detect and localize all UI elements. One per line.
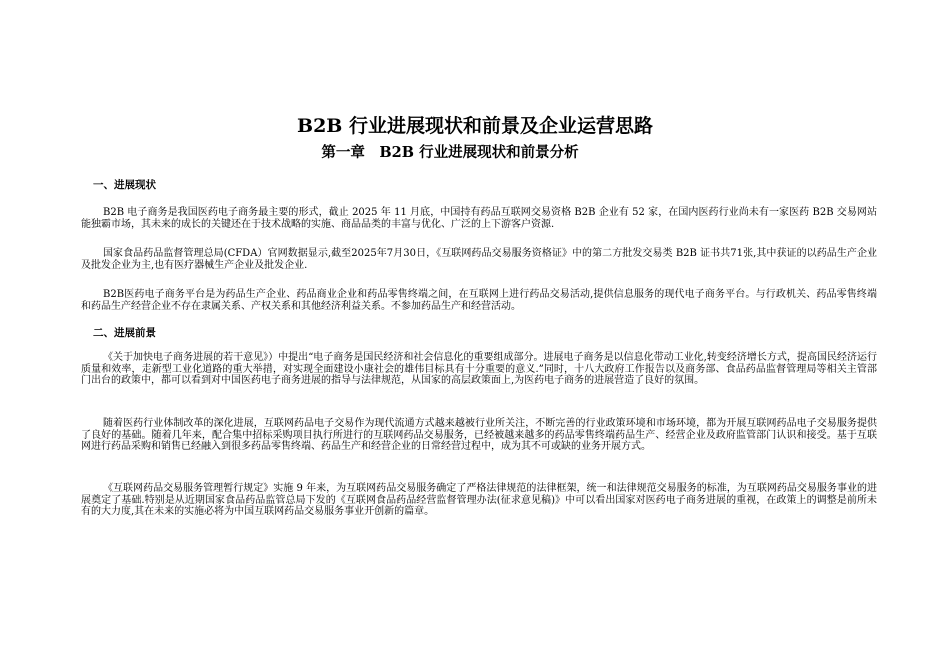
paragraph: 《关于加快电子商务进展的若干意见》）中提出“电子商务是国民经济和社会信息化的重要组成部分。进展电子商务是以信息化带动工业化,转变经济增长方式，提高国民经济运行质量和效率，走新型工业化道路的重大举措，对实现全面建设小康社会的雄伟目标具有十分重要的意义.”同时，十八大政府工作报告以及商务部、食品药品监督管理局等相关主管部门出台的政策中，都可以看到对中国医药电子商务进展的指导与法律规范，从国家的高层政策面上,为医药电子商务的进展营造了良好的氛围。 <box>81 352 877 387</box>
document-title: B2B 行业进展现状和前景及企业运营思路 <box>297 115 653 137</box>
paragraph: 国家食品药品监督管理总局(CFDA）官网数据显示,截至2025年7月30日，《互联网药品交易服务资格证》中的第二方批发交易类 B2B 证书共71张,其中获证的以药品生产企业及批发企业为主,也有医疗器械生产企业及批发企业. <box>81 248 877 271</box>
paragraph: 《互联网药品交易服务管理暂行规定》实施 9 年来，为互联网药品交易服务确定了严格法律规范的法律框架，统一和法律规范交易服务的标准，为互联网药品交易服务事业的进展奠定了基础.特别是从近期国家食品药品监管总局下发的《互联网食品药品经营监督管理办法(征求意见稿)》中可以看出国家对医药电子商务进展的重视，在政策上的调整是前所未有的大力度,其在未来的实施必将为中国互联网药品交易服务事业开创新的篇章。 <box>81 483 877 518</box>
chapter-title: 第一章 B2B 行业进展现状和前景分析 <box>321 144 579 161</box>
section-heading-prospects: 二、进展前景 <box>93 327 156 339</box>
paragraph: B2B 电子商务是我国医药电子商务最主要的形式，截止 2025 年 11 月底，中国持有药品互联网交易资格 B2B 企业有 52 家，在国内医药行业尚未有一家医药 B2B 交易网站能独霸市场，其未来的成长的关键还在于技术战略的实施、商品品类的丰富与优化、广泛的上下游客户资源. <box>81 207 877 230</box>
section-heading-status: 一、进展现状 <box>93 179 156 191</box>
paragraph: B2B医药电子商务平台是为药品生产企业、药品商业企业和药品零售终端之间，在互联网上进行药品交易活动,提供信息服务的现代电子商务平台。与行政机关、药品零售终端和药品生产经营企业不存在隶属关系、产权关系和其他经济利益关系。不参加药品生产和经营活动。 <box>81 289 877 312</box>
paragraph: 随着医药行业体制改革的深化进展，互联网药品电子交易作为现代流通方式越来越被行业所关注，不断完善的行业政策环境和市场环境，都为开展互联网药品电子交易服务提供了良好的基础。随着几年来，配合集中招标采购项目执行所进行的互联网药品交易服务，已经被越来越多的药品零售终端药品生产、经营企业及政府监管部门认识和接受。基于互联网进行药品采购和销售已经融入到很多药品零售终端、药品生产和经营企业的日常经营过程中，成为其不可或缺的业务开展方式。 <box>81 418 877 453</box>
